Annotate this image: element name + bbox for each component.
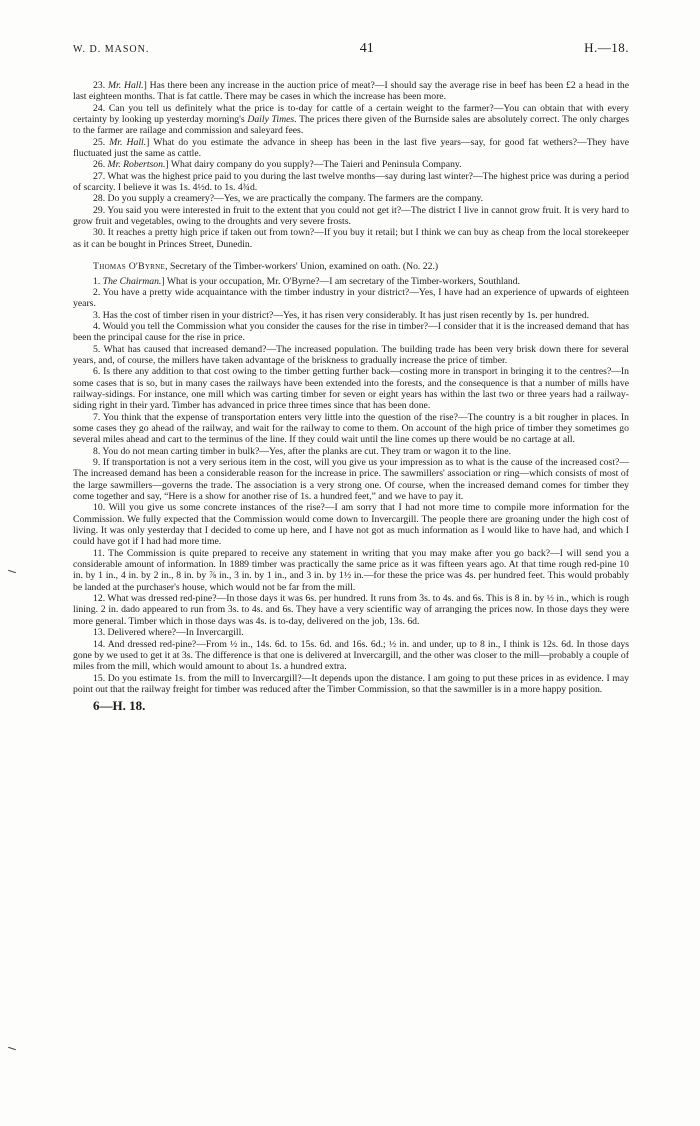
question-paragraph xyxy=(73,287,629,310)
document-page xyxy=(73,40,629,714)
paragraph-text: You do not mean carting timber in bulk?—Yes, after the planks are cut. They tram or wagon it to the line. xyxy=(102,445,512,457)
paragraph-label: 7. xyxy=(93,411,103,423)
paragraph-text: ] Has there been any increase in the auction price of meat?—I should say the average rise in beef has been £2 a head in the last eighteen months. That is fat cattle. There may be cases in which the increase has been more. xyxy=(73,80,630,103)
paragraph-label: 5. xyxy=(93,343,104,355)
paragraph-label: 9. xyxy=(93,457,103,468)
paragraph-label: 30. xyxy=(93,227,108,239)
paragraph-label: 3. xyxy=(93,309,103,321)
question-paragraph xyxy=(73,344,629,367)
paragraph-label: 6. xyxy=(93,366,104,378)
question-paragraph xyxy=(73,137,629,160)
paragraph-text: What was dressed red-pine?—In those days it was 6s. per hundred. It runs from 3s. to 4s. and 6s. This is 8 in. by ½ in., which is rough lining. 2 in. dado appeared to run from 3s. to 4s. and 6s. They have a very scientific way of arranging the prices now. In those days they were more general. Timber which in those days was 4s. is to-day, delivered on the job, 13s. 6d. xyxy=(73,593,629,627)
paragraph-label: 8. xyxy=(93,445,103,457)
paragraph-text: Delivered where?—In Invercargill. xyxy=(107,627,244,639)
question-paragraph xyxy=(73,412,629,446)
paragraph-italic: Daily Times xyxy=(247,114,295,126)
question-paragraph xyxy=(73,276,629,287)
paragraph-label: 2. xyxy=(93,286,103,298)
testimony-section-mason xyxy=(73,80,629,250)
paragraph-speaker: Mr. Hall. xyxy=(107,80,144,91)
document-reference: H.—18. xyxy=(584,40,629,55)
question-paragraph xyxy=(73,321,629,344)
paragraph-label: 15. xyxy=(93,672,108,684)
paragraph-text: Would you tell the Commission what you consider the causes for the rise in timber?—I consider that it is the increased demand that has been the principal cause for the rise in price. xyxy=(73,320,629,344)
question-paragraph xyxy=(73,366,629,411)
question-paragraph xyxy=(73,80,629,103)
paragraph-label: 12. xyxy=(93,593,108,605)
paragraph-label: 23. xyxy=(93,80,108,91)
paragraph-label: 1. xyxy=(93,275,103,287)
paragraph-label: 25. xyxy=(93,136,110,148)
paragraph-label: 11. xyxy=(93,547,109,559)
margin-mark xyxy=(8,1047,16,1050)
paragraph-text: ] What is your occupation, Mr. O'Byrne?—I am secretary of the Timber-workers, Southland. xyxy=(161,275,521,287)
page-body xyxy=(73,80,629,714)
paragraph-speaker: Mr. Robertson. xyxy=(107,159,166,171)
paragraph-text: Do you estimate 1s. from the mill to Invercargill?—It depends upon the distance. I am going to put these prices in as evidence. I may point out that the railway freight for timber was reduced after the Timber Commission, so that the sawmiller is in a more happy position. xyxy=(73,672,629,695)
signature-mark: 6—H. 18. xyxy=(93,698,146,714)
paragraph-text: You think that the expense of transportation enters very little into the question of the rise?—The country is a bit rougher in places. In some cases they go ahead of the railway, and wait for the railway to come to them. On account of the high price of timber they sometimes go several miles ahead and cart to the terminus of the line. If they could wait until the line comes up there would be no cartage at all. xyxy=(73,411,630,446)
question-paragraph xyxy=(73,457,629,502)
question-paragraph xyxy=(73,673,629,696)
question-paragraph xyxy=(73,627,629,638)
paragraph-text: ] What do you estimate the advance in sheep has been in the last five years—say, for good fat wethers?—They have fluctuated just the same as cattle. xyxy=(73,136,629,160)
paragraph-text: Do you supply a creamery?—Yes, we are practically the company. The farmers are the company. xyxy=(107,193,484,205)
header-witness-name: W. D. MASON. xyxy=(73,44,150,55)
paragraph-text: ] What dairy company do you supply?—The Taieri and Peninsula Company. xyxy=(165,159,462,171)
paragraph-label: 26. xyxy=(93,159,108,171)
witness-heading xyxy=(73,261,629,272)
paragraph-text: You said you were interested in fruit to the extent that you could not get it?—The district I live in cannot grow fruit. It is very hard to grow fruit and vegetables, owing to the droughts and very severe frosts. xyxy=(73,204,629,228)
question-paragraph xyxy=(73,446,629,457)
paragraph-speaker: The Chairman. xyxy=(102,275,162,287)
paragraph-text: And dressed red-pine?—From ½ in., 14s. 6d. to 15s. 6d. and 16s. 6d.; ½ in. and under, up to 8 in., I think is 12s. 6d. In those days gone by we used to get it at 3s. The difference is that one is delivered at Invercargill, and the other was closer to the mill—probably a couple of miles from the mill, which would amount to about 1s. a hundred extra. xyxy=(73,638,629,673)
paragraph-text: You have a pretty wide acquaintance with the timber industry in your district?—Yes, I have had an experience of upwards of eighteen years. xyxy=(73,286,630,310)
question-paragraph xyxy=(73,171,629,194)
testimony-section-obyrne xyxy=(73,276,629,696)
page-number: 41 xyxy=(359,41,374,56)
paragraph-text: Has the cost of timber risen in your district?—Yes, it has risen very considerably. It has just risen recently by 1s. per hundred. xyxy=(102,309,590,321)
paragraph-text: Is there any addition to that cost owing to the timber getting further back—costing more in transport in bringing it to the centres?—In some cases that is so, but in many cases the railways have been extended into the forests, and the consequence is that a number of mills have railway-sidings. For instance, one mill which was carting timber for seven or eight years has within the last two or three years had a railway-siding right in their yard. Timber has advanced in price three times since that has been done. xyxy=(73,366,630,412)
paragraph-speaker: Mr. Hall. xyxy=(109,136,147,148)
margin-mark xyxy=(8,570,16,573)
question-paragraph xyxy=(73,502,629,547)
paragraph-text2: . The prices there given of the Burnside sales are absolutely correct. The only charges to the farmer are railage and commission and saleyard fees. xyxy=(73,114,630,137)
paragraph-text: It reaches a pretty high price if taken out from town?—If you buy it retail; but I think we can buy as cheap from the local storekeeper as it can be bought in Princes Street, Dunedin. xyxy=(73,227,630,250)
witness-name: Thomas O'Byrne xyxy=(93,261,166,273)
question-paragraph xyxy=(73,593,629,627)
paragraph-text: What was the highest price paid to you during the last twelve months—say during last winter?—The highest price was during a period of scarcity. I believe it was 1s. 4½d. to 1s. 4¾d. xyxy=(73,170,630,194)
paragraph-label: 14. xyxy=(93,638,108,650)
paragraph-label: 29. xyxy=(93,204,108,216)
question-paragraph xyxy=(73,193,629,204)
page-header xyxy=(73,40,629,66)
paragraph-label: 24. xyxy=(93,102,109,114)
question-paragraph xyxy=(73,227,629,250)
question-paragraph xyxy=(73,205,629,228)
question-paragraph xyxy=(73,103,629,137)
paragraph-text: Will you give us some concrete instances of the rise?—I am sorry that I had not more time to compile more information for the Commission. We fully expected that the Commission would come down to Invercargill. The people there are groaning under the high cost of living. It was only yesterday that I decided to come up here, and I have not got as much information as I would like to have had, and which I could have got if I had had more time. xyxy=(73,502,629,548)
paragraph-text: Can you tell us definitely what the price is to-day for cattle of a certain weight to the farmer?—You can obtain that with every certainty by looking up yesterday morning's xyxy=(73,102,629,126)
paragraph-label: 10. xyxy=(93,502,109,514)
paragraph-text: The Commission is quite prepared to receive any statement in writing that you may make after you go back?—I will send you a considerable amount of information. In 1889 timber was practically the same price as it was fifteen years ago. At that time rough red-pine 10 in. by 1 in., 4 in. by 2 in., 8 in. by ⅞ in., 3 in. by 1 in., and 3 in. by 1½ in.—for these the price was 4s. per hundred feet. This would probably be landed at the purchaser's house, which would not be far from the mill. xyxy=(73,547,629,593)
question-paragraph xyxy=(73,310,629,321)
paragraph-text: What has caused that increased demand?—The increased population. The building trade has been very brisk down there for several years, and, of course, the millers have taken advantage of the briskness to gradually increase the price of timber. xyxy=(73,343,629,366)
paragraph-label: 28. xyxy=(93,193,108,205)
witness-description: , Secretary of the Timber-workers' Union, examined on oath. (No. 22.) xyxy=(165,261,439,273)
paragraph-label: 13. xyxy=(93,627,108,639)
question-paragraph xyxy=(73,548,629,593)
question-paragraph xyxy=(73,639,629,673)
question-paragraph xyxy=(73,159,629,170)
paragraph-label: 4. xyxy=(93,320,103,332)
paragraph-text: If transportation is not a very serious item in the cost, will you give us your impression as to what is the cause of the increased cost?—The increased demand has been a considerable reason for the increase in price. The sawmillers' association or ring—which consists of most of the large sawmillers—governs the trade. The association is a very strong one. Of course, when the increased demand comes for timber they come together and say, “Here is a show for another rise of 1s. a hundred feet,” and we have to pay it. xyxy=(73,457,630,503)
paragraph-label: 27. xyxy=(93,170,108,182)
